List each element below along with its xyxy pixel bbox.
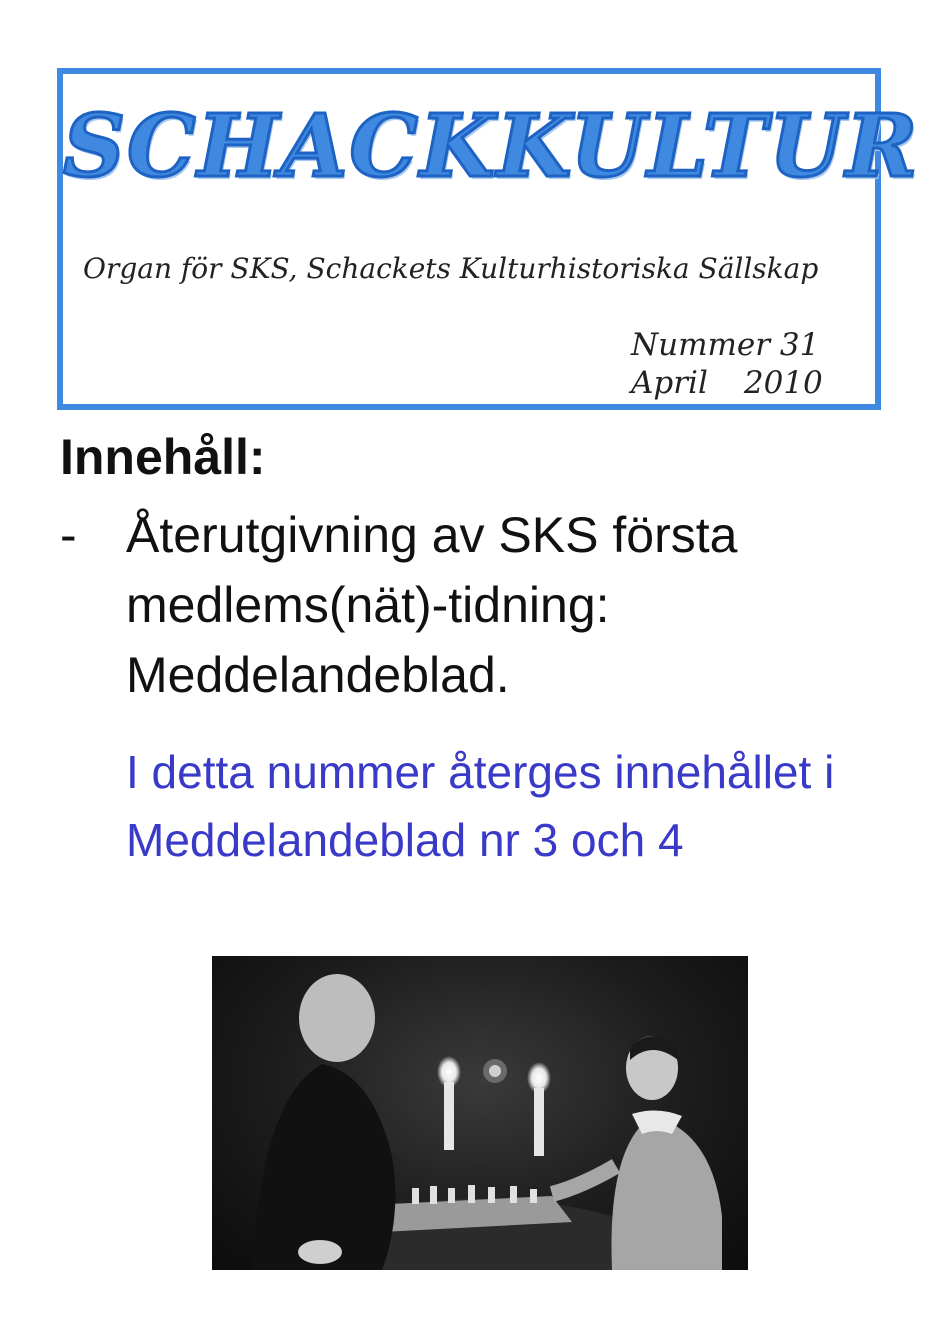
magazine-subtitle: Organ för SKS, Schackets Kulturhistoriska Sällskap [83, 252, 819, 285]
bullet-dash: - [60, 507, 77, 563]
issue-year: 2010 [743, 365, 823, 401]
issue-month: April [631, 365, 708, 401]
chess-photo [212, 956, 748, 1270]
masthead [57, 68, 920, 410]
issue-number: Nummer 31 [631, 327, 820, 363]
contents-item [60, 500, 846, 710]
issue-date [631, 364, 823, 402]
magazine-title: SCHACKKULTUR [63, 96, 920, 197]
chess-photo-icon [212, 956, 748, 1270]
contents-item-text: Återutgivning av SKS första medlems(nät)-tidning: Meddelandeblad. [126, 507, 738, 703]
issue-info [631, 326, 823, 402]
contents-heading: Innehåll: [60, 429, 266, 485]
issue-note: I detta nummer återges innehållet i Meddelandeblad nr 3 och 4 [126, 746, 835, 866]
